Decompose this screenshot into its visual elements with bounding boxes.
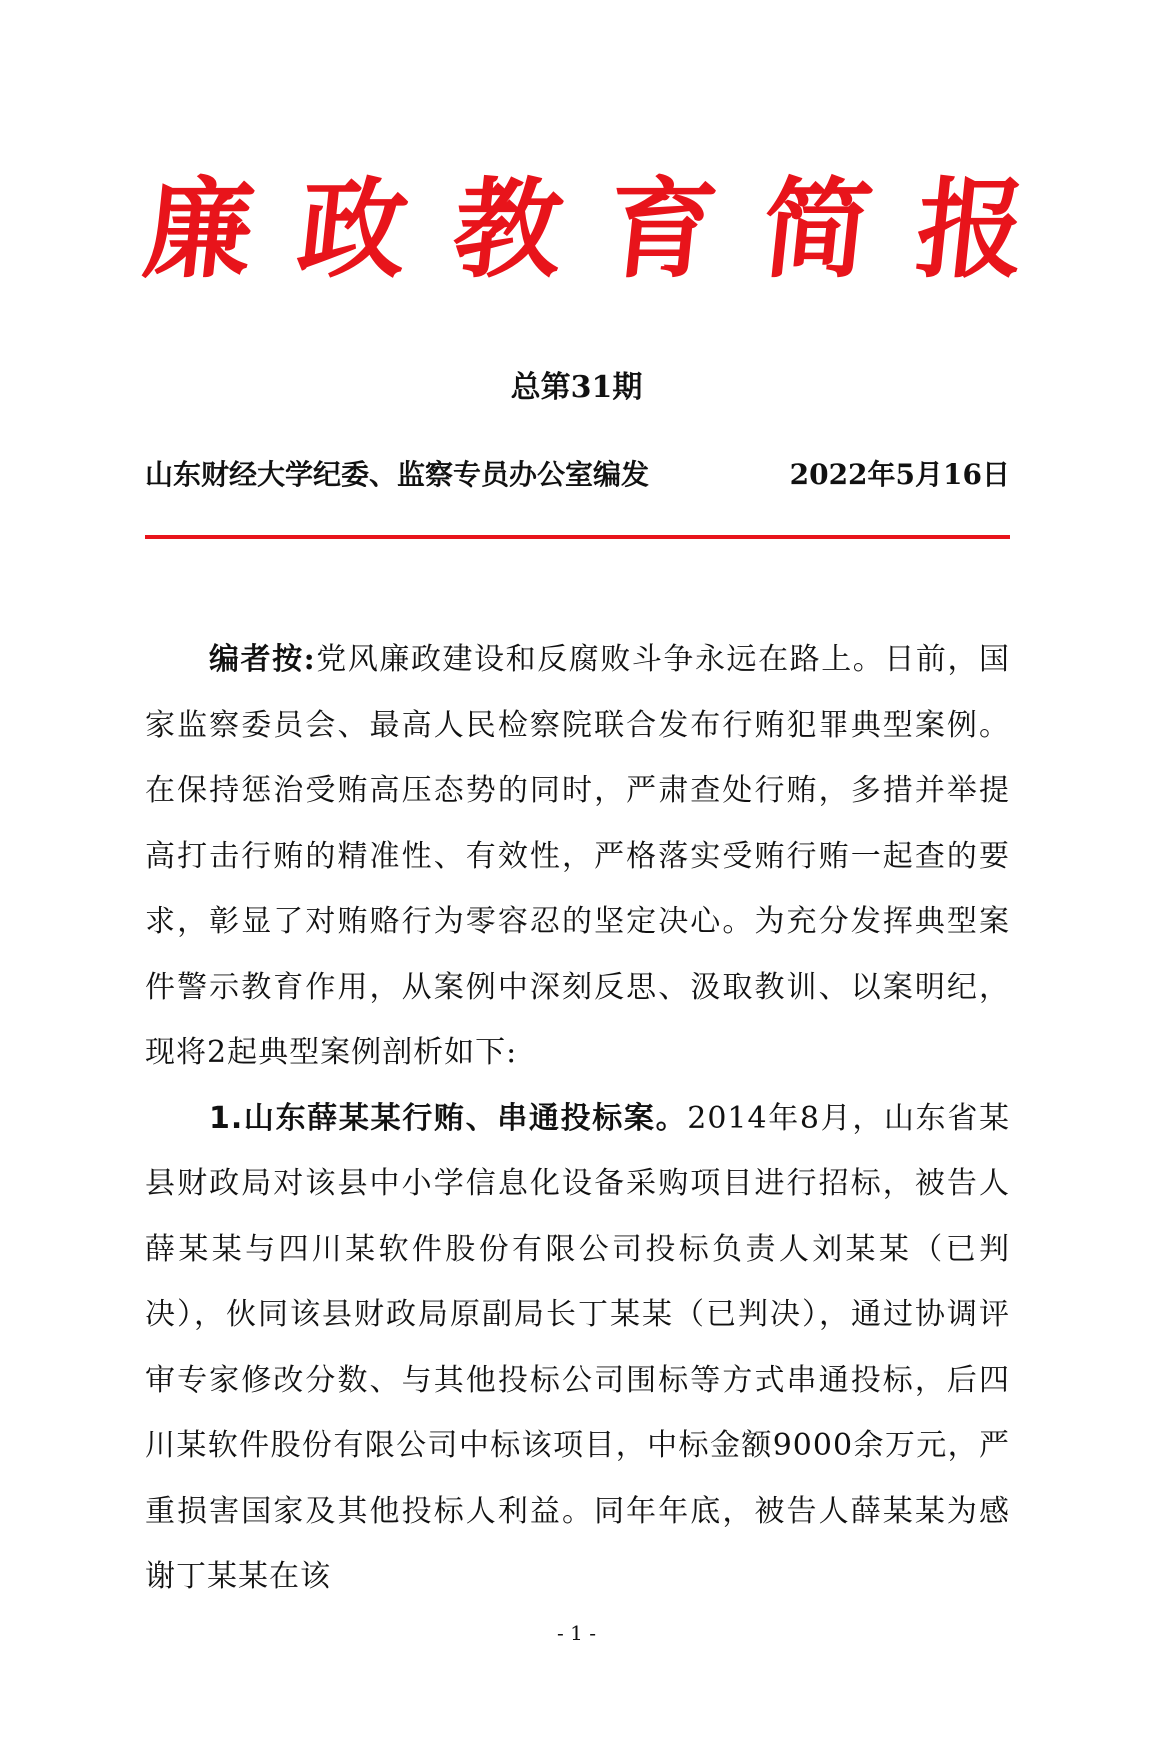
case-paragraph: [145, 1086, 1010, 1610]
masthead-char: 廉: [138, 167, 260, 293]
masthead-char: 报: [910, 167, 1032, 293]
article-body: [145, 627, 1010, 1610]
masthead-char: 育: [601, 167, 723, 293]
masthead-char: 教: [447, 167, 569, 293]
publisher: 山东财经大学纪委、监察专员办公室编发: [145, 458, 650, 491]
publish-date: 2022年5月16日: [789, 458, 1010, 491]
header-divider: [145, 535, 1010, 539]
editor-note-label: 编者按:: [209, 642, 316, 677]
case-text: 2014年8月，山东省某县财政局对该县中小学信息化设备采购项目进行招标，被告人薛某某与四川某软件股份有限公司投标负责人刘某某（已判决），伙同该县财政局原副局长丁某某（已判决），通过协调评审专家修改分数、与其他投标公司围标等方式串通投标，后四川某软件股份有限公司中标该项目，中标金额9000余万元，严重损害国家及其他投标人利益。同年年底，被告人薛某某为感谢丁某某在该: [145, 1100, 1010, 1594]
page-number: - 1 -: [557, 1621, 596, 1645]
case-title: 1.山东薛某某行贿、串通投标案。: [209, 1100, 688, 1136]
masthead-char: 政: [292, 167, 415, 293]
editor-note-paragraph: [145, 627, 1010, 1086]
masthead-title: [138, 165, 1032, 295]
issue-number: 总第31期: [510, 370, 643, 405]
editor-note-text: 党风廉政建设和反腐败斗争永远在路上。日前，国家监察委员会、最高人民检察院联合发布行贿犯罪典型案例。在保持惩治受贿高压态势的同时，严肃查处行贿，多措并举提高打击行贿的精准性、有效性，严格落实受贿行贿一起查的要求，彰显了对贿赂行为零容忍的坚定决心。为充分发挥典型案件警示教育作用，从案例中深刻反思、汲取教训、以案明纪，现将2起典型案例剖析如下:: [145, 642, 1011, 1070]
publisher-row: [145, 455, 1010, 495]
masthead-char: 简: [755, 167, 878, 293]
